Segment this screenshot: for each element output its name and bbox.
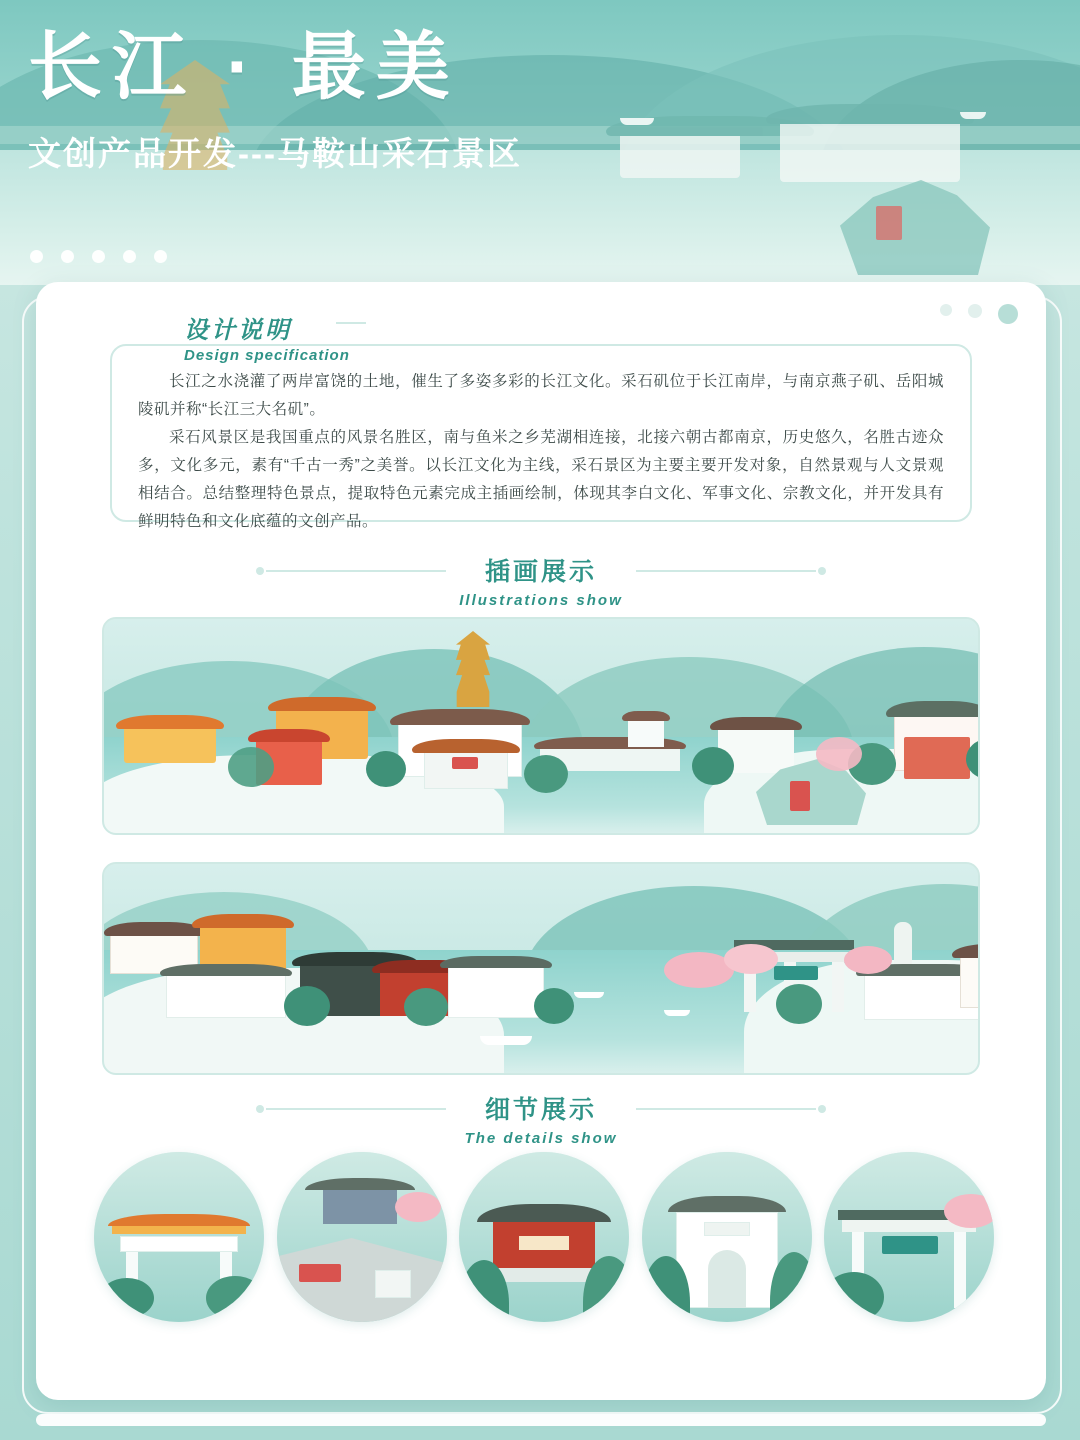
details-rule-right: [636, 1108, 816, 1110]
panel1-tower-small: [628, 717, 664, 747]
footer-strip: [36, 1414, 1046, 1426]
detail-4-gate-roof: [668, 1196, 786, 1212]
panel2-tree: [284, 986, 330, 1026]
panel2-boat: [664, 1010, 690, 1016]
panel1-tree: [692, 747, 734, 785]
panel1-right-gate: [904, 737, 970, 779]
detail-1-arch-roof: [108, 1214, 250, 1226]
panel2-cherry-tree: [724, 944, 778, 974]
detail-1-plaque: [120, 1236, 238, 1252]
card-dot-medium: [968, 304, 982, 318]
design-spec-rule: [336, 322, 366, 324]
detail-4-gate-plaque: [704, 1222, 750, 1236]
panel1-white-hall-roof: [390, 709, 530, 725]
illustration-panel-1: [102, 617, 980, 835]
panel2-huizhou-house: [448, 964, 544, 1018]
panel2-yellow-hall: [200, 922, 286, 970]
card-dot-small: [940, 304, 952, 316]
detail-2-cherry-tree: [395, 1192, 441, 1222]
detail-5-paifang-plaque: [882, 1236, 938, 1254]
detail-3-hall-plaque: [519, 1236, 569, 1250]
panel2-tree: [534, 988, 574, 1024]
hero-title-block: [28, 25, 522, 177]
panel2-village-hall-roof: [104, 922, 206, 936]
panel1-rock-tablet: [790, 781, 810, 811]
details-heading-cn: 细节展示: [485, 1090, 597, 1126]
panel2-white-wall-roof: [160, 964, 292, 976]
panel2-statue: [894, 922, 912, 966]
detail-2-tablet: [375, 1270, 411, 1298]
hero-dot: [123, 250, 136, 263]
detail-circle-3: [459, 1152, 629, 1322]
panel1-gate-red-roof: [248, 729, 330, 742]
illustration-scene-2: [104, 864, 978, 1073]
panel2-white-wall: [166, 972, 286, 1018]
content-card: [36, 282, 1046, 1400]
panel2-tree: [776, 984, 822, 1024]
detail-circle-5: [824, 1152, 994, 1322]
panel1-right-hall-roof: [886, 701, 978, 717]
illustration-panel-2: [102, 862, 980, 1075]
panel1-cherry-tree: [816, 737, 862, 771]
hero-banner: [0, 0, 1080, 285]
card-dot-large: [998, 304, 1018, 324]
illustration-scene-1: [104, 619, 978, 833]
panel2-huizhou-house-roof: [440, 956, 552, 968]
hero-dot: [61, 250, 74, 263]
panel1-tower-small-roof: [622, 711, 670, 721]
detail-circle-1: [94, 1152, 264, 1322]
panel2-boat: [480, 1036, 532, 1045]
detail-4-gate-arch: [708, 1250, 746, 1308]
panel1-tree: [524, 755, 568, 793]
detail-circle-row: [94, 1152, 994, 1347]
panel1-temple-orange-roof: [268, 697, 376, 711]
design-spec-paragraph-2: 采石风景区是我国重点的风景名胜区，南与鱼米之乡芜湖相连接，北接六朝古都南京，历史悠久，名胜古迹众多，文化多元，素有“千古一秀”之美誉。以长江文化为主线，采石景区为主要主要开发对象，自然景观与人文景观相结合。总结整理特色景点，提取特色元素完成主插画绘制，体现其李白文化、军事文化、宗教文化，并开发具有鲜明特色和文化底蕴的文创产品。: [138, 429, 944, 530]
panel2-tree: [404, 988, 448, 1026]
hero-rock-tablet: [876, 206, 902, 240]
hero-dot: [154, 250, 167, 263]
design-spec-paragraph-1: 长江之水浇灌了两岸富饶的土地，催生了多姿多彩的长江文化。采石矶位于长江南岸，与南京燕子矶、岳阳城陵矶并称“长江三大名矶”。: [138, 373, 944, 418]
details-heading-en: The details show: [464, 1130, 618, 1147]
panel1-tree: [228, 747, 274, 787]
poster-sub-title: 文创产品开发---马鞍山采石景区: [28, 135, 522, 172]
illustrations-heading: [36, 552, 1046, 609]
hero-dot: [30, 250, 43, 263]
panel1-sign-taibai: [452, 757, 478, 769]
panel1-pagoda-icon: [456, 631, 490, 707]
detail-2-pavilion-body: [323, 1190, 397, 1224]
detail-1-tree: [100, 1278, 154, 1318]
card-dot-row: [940, 304, 1018, 324]
hero-dot-row: [30, 250, 167, 263]
detail-2-plaque-red: [299, 1264, 341, 1282]
poster-main-title: 长江 · 最美: [28, 25, 460, 108]
panel1-tree: [366, 751, 406, 787]
panel1-taibai-pavilion-roof: [412, 739, 520, 753]
panel2-boat: [574, 992, 604, 998]
details-rule-left: [266, 1108, 446, 1110]
panel1-archway-roof: [710, 717, 802, 730]
design-spec-heading-en: Design specification: [184, 347, 350, 364]
hero-temple-large: [780, 120, 960, 182]
illustrations-heading-cn: 插画展示: [485, 552, 597, 588]
detail-5-pillar: [954, 1232, 966, 1308]
details-heading: [36, 1090, 1046, 1147]
design-spec-box: [110, 344, 972, 530]
illustrations-rule-right: [636, 570, 816, 572]
panel1-temple-yellow: [124, 723, 216, 763]
panel2-yellow-hall-roof: [192, 914, 294, 928]
hero-boat-1: [620, 118, 654, 125]
panel2-cherry-tree: [844, 946, 892, 974]
panel1-temple-yellow-roof: [116, 715, 224, 729]
panel2-right-hall: [960, 952, 978, 1008]
illustrations-heading-en: Illustrations show: [459, 592, 623, 609]
hero-boat-2: [960, 112, 986, 119]
detail-circle-2: [277, 1152, 447, 1322]
detail-circle-4: [642, 1152, 812, 1322]
detail-5-cherry-tree: [944, 1194, 994, 1228]
illustrations-rule-left: [266, 570, 446, 572]
design-spec-heading-cn: 设计说明: [184, 310, 292, 345]
detail-1-tree: [206, 1276, 264, 1320]
hero-temple-small: [620, 132, 740, 178]
detail-5-tree: [824, 1272, 884, 1322]
hero-dot: [92, 250, 105, 263]
